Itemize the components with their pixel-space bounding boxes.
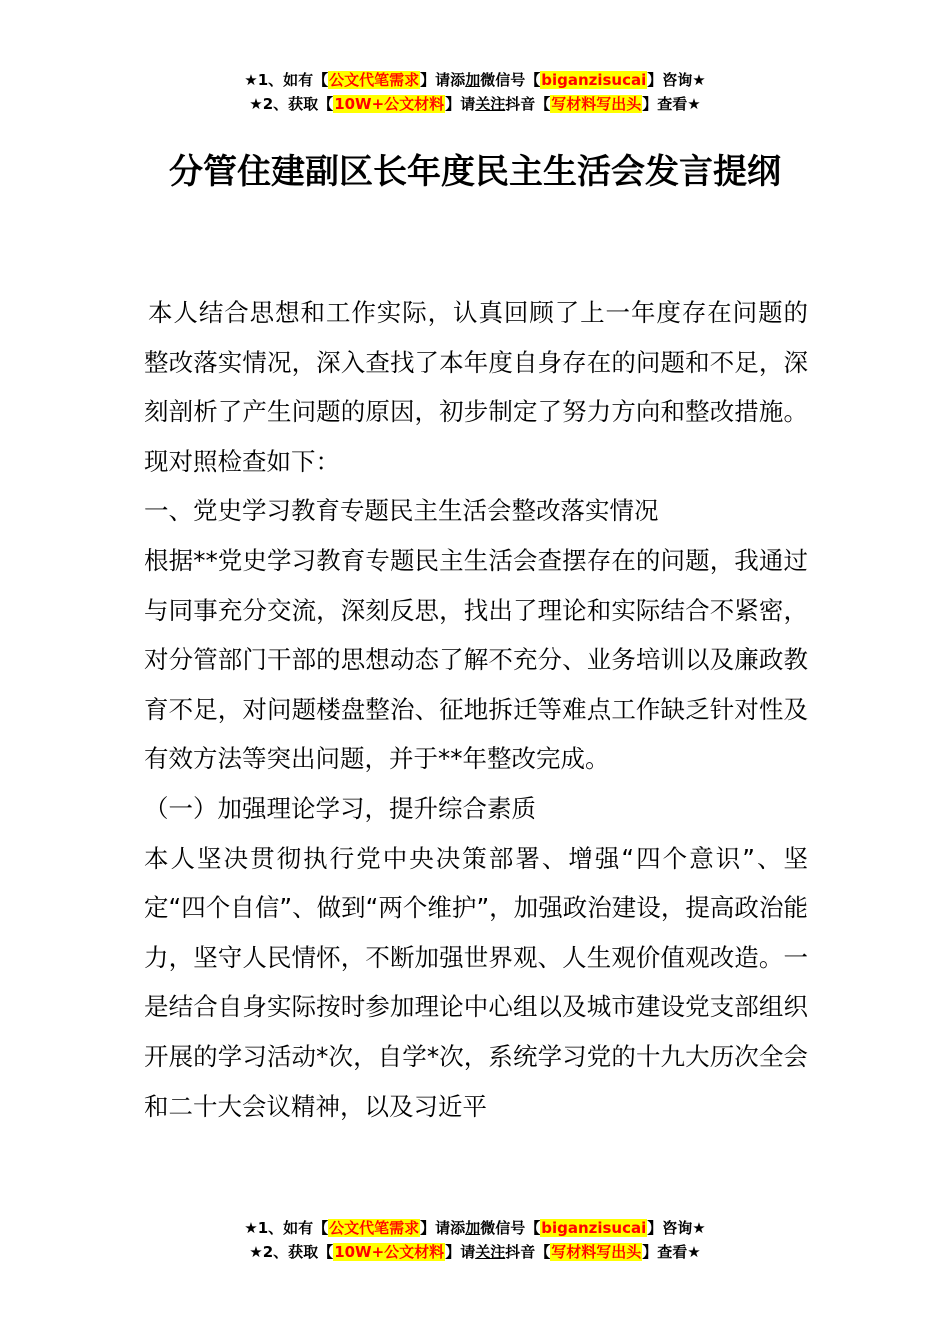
highlight-service: 公文代笔需求 — [329, 71, 420, 89]
highlight-douyin-id: 写材料写出头 — [551, 1243, 642, 1261]
banner-line-1 — [0, 1216, 950, 1240]
banner-text: 】请添 — [420, 71, 466, 89]
highlight-douyin-id: 写材料写出头 — [551, 95, 642, 113]
banner-text: ★2、获取【 — [249, 95, 334, 113]
banner-text: 】查看★ — [642, 1243, 701, 1261]
header-banner — [0, 68, 950, 116]
section-heading-1: 一、党史学习教育专题民主生活会整改落实情况 — [144, 496, 659, 526]
highlight-service: 公文代笔需求 — [329, 1219, 420, 1237]
paragraph-rectification: 根据**党史学习教育专题民主生活会查摆存在的问题，我通过与同事充分交流，深刻反思，找出了理论和实际结合不紧密，对分管部门干部的思想动态了解不充分、业务培训以及廉政教育不足，对问题楼盘整治、征地拆迁等难点工作缺乏针对性及有效方法等突出问题，并于**年整改完成。 — [144, 545, 808, 774]
banner-text: ★2、获取【 — [249, 1243, 334, 1261]
banner-text: 】请添 — [420, 1219, 466, 1237]
banner-text-underlined: 加 — [465, 71, 481, 89]
banner-text: ★1、如有【 — [244, 71, 329, 89]
banner-text: ★1、如有【 — [244, 1219, 329, 1237]
banner-text: 微信号【 — [480, 1219, 541, 1237]
highlight-wechat-id: biganzisucai — [541, 71, 647, 89]
document-body — [144, 288, 808, 1131]
banner-text-underlined: 关注 — [475, 1243, 506, 1261]
banner-text: 】请 — [445, 95, 476, 113]
highlight-materials: 10W+公文材料 — [334, 1243, 445, 1261]
banner-text-underlined: 关注 — [475, 95, 506, 113]
banner-text: 抖音【 — [505, 95, 551, 113]
banner-line-2 — [0, 1240, 950, 1264]
banner-line-1 — [0, 68, 950, 92]
banner-line-2 — [0, 92, 950, 116]
banner-text-underlined: 加 — [465, 1219, 481, 1237]
banner-text: 】咨询★ — [647, 71, 706, 89]
banner-text: 】查看★ — [642, 95, 701, 113]
banner-text: 抖音【 — [505, 1243, 551, 1261]
highlight-materials: 10W+公文材料 — [334, 95, 445, 113]
banner-text: 】请 — [445, 1243, 476, 1261]
banner-text: 】咨询★ — [647, 1219, 706, 1237]
document-title: 分管住建副区长年度民主生活会发言提纲 — [169, 152, 781, 192]
highlight-wechat-id: biganzisucai — [541, 1219, 647, 1237]
footer-banner — [0, 1216, 950, 1264]
subsection-heading-1: （一）加强理论学习，提升综合素质 — [144, 793, 536, 823]
paragraph-theory-study: 本人坚决贯彻执行党中央决策部署、增强“四个意识”、坚定“四个自信”、做到“两个维护”，加强政治建设，提高政治能力，坚守人民情怀，不断加强世界观、人生观价值观改造。一是结合自身实际按时参加理论中心组以及城市建设党支部组织开展的学习活动*次，自学*次，系统学习党的十九大历次全会和二十大会议精神，以及习近平 — [144, 843, 808, 1121]
paragraph-intro: 本人结合思想和工作实际，认真回顾了上一年度存在问题的整改落实情况，深入查找了本年度自身存在的问题和不足，深刻剖析了产生问题的原因，初步制定了努力方向和整改措施。现对照检查如下： — [144, 298, 808, 476]
banner-text: 微信号【 — [480, 71, 541, 89]
